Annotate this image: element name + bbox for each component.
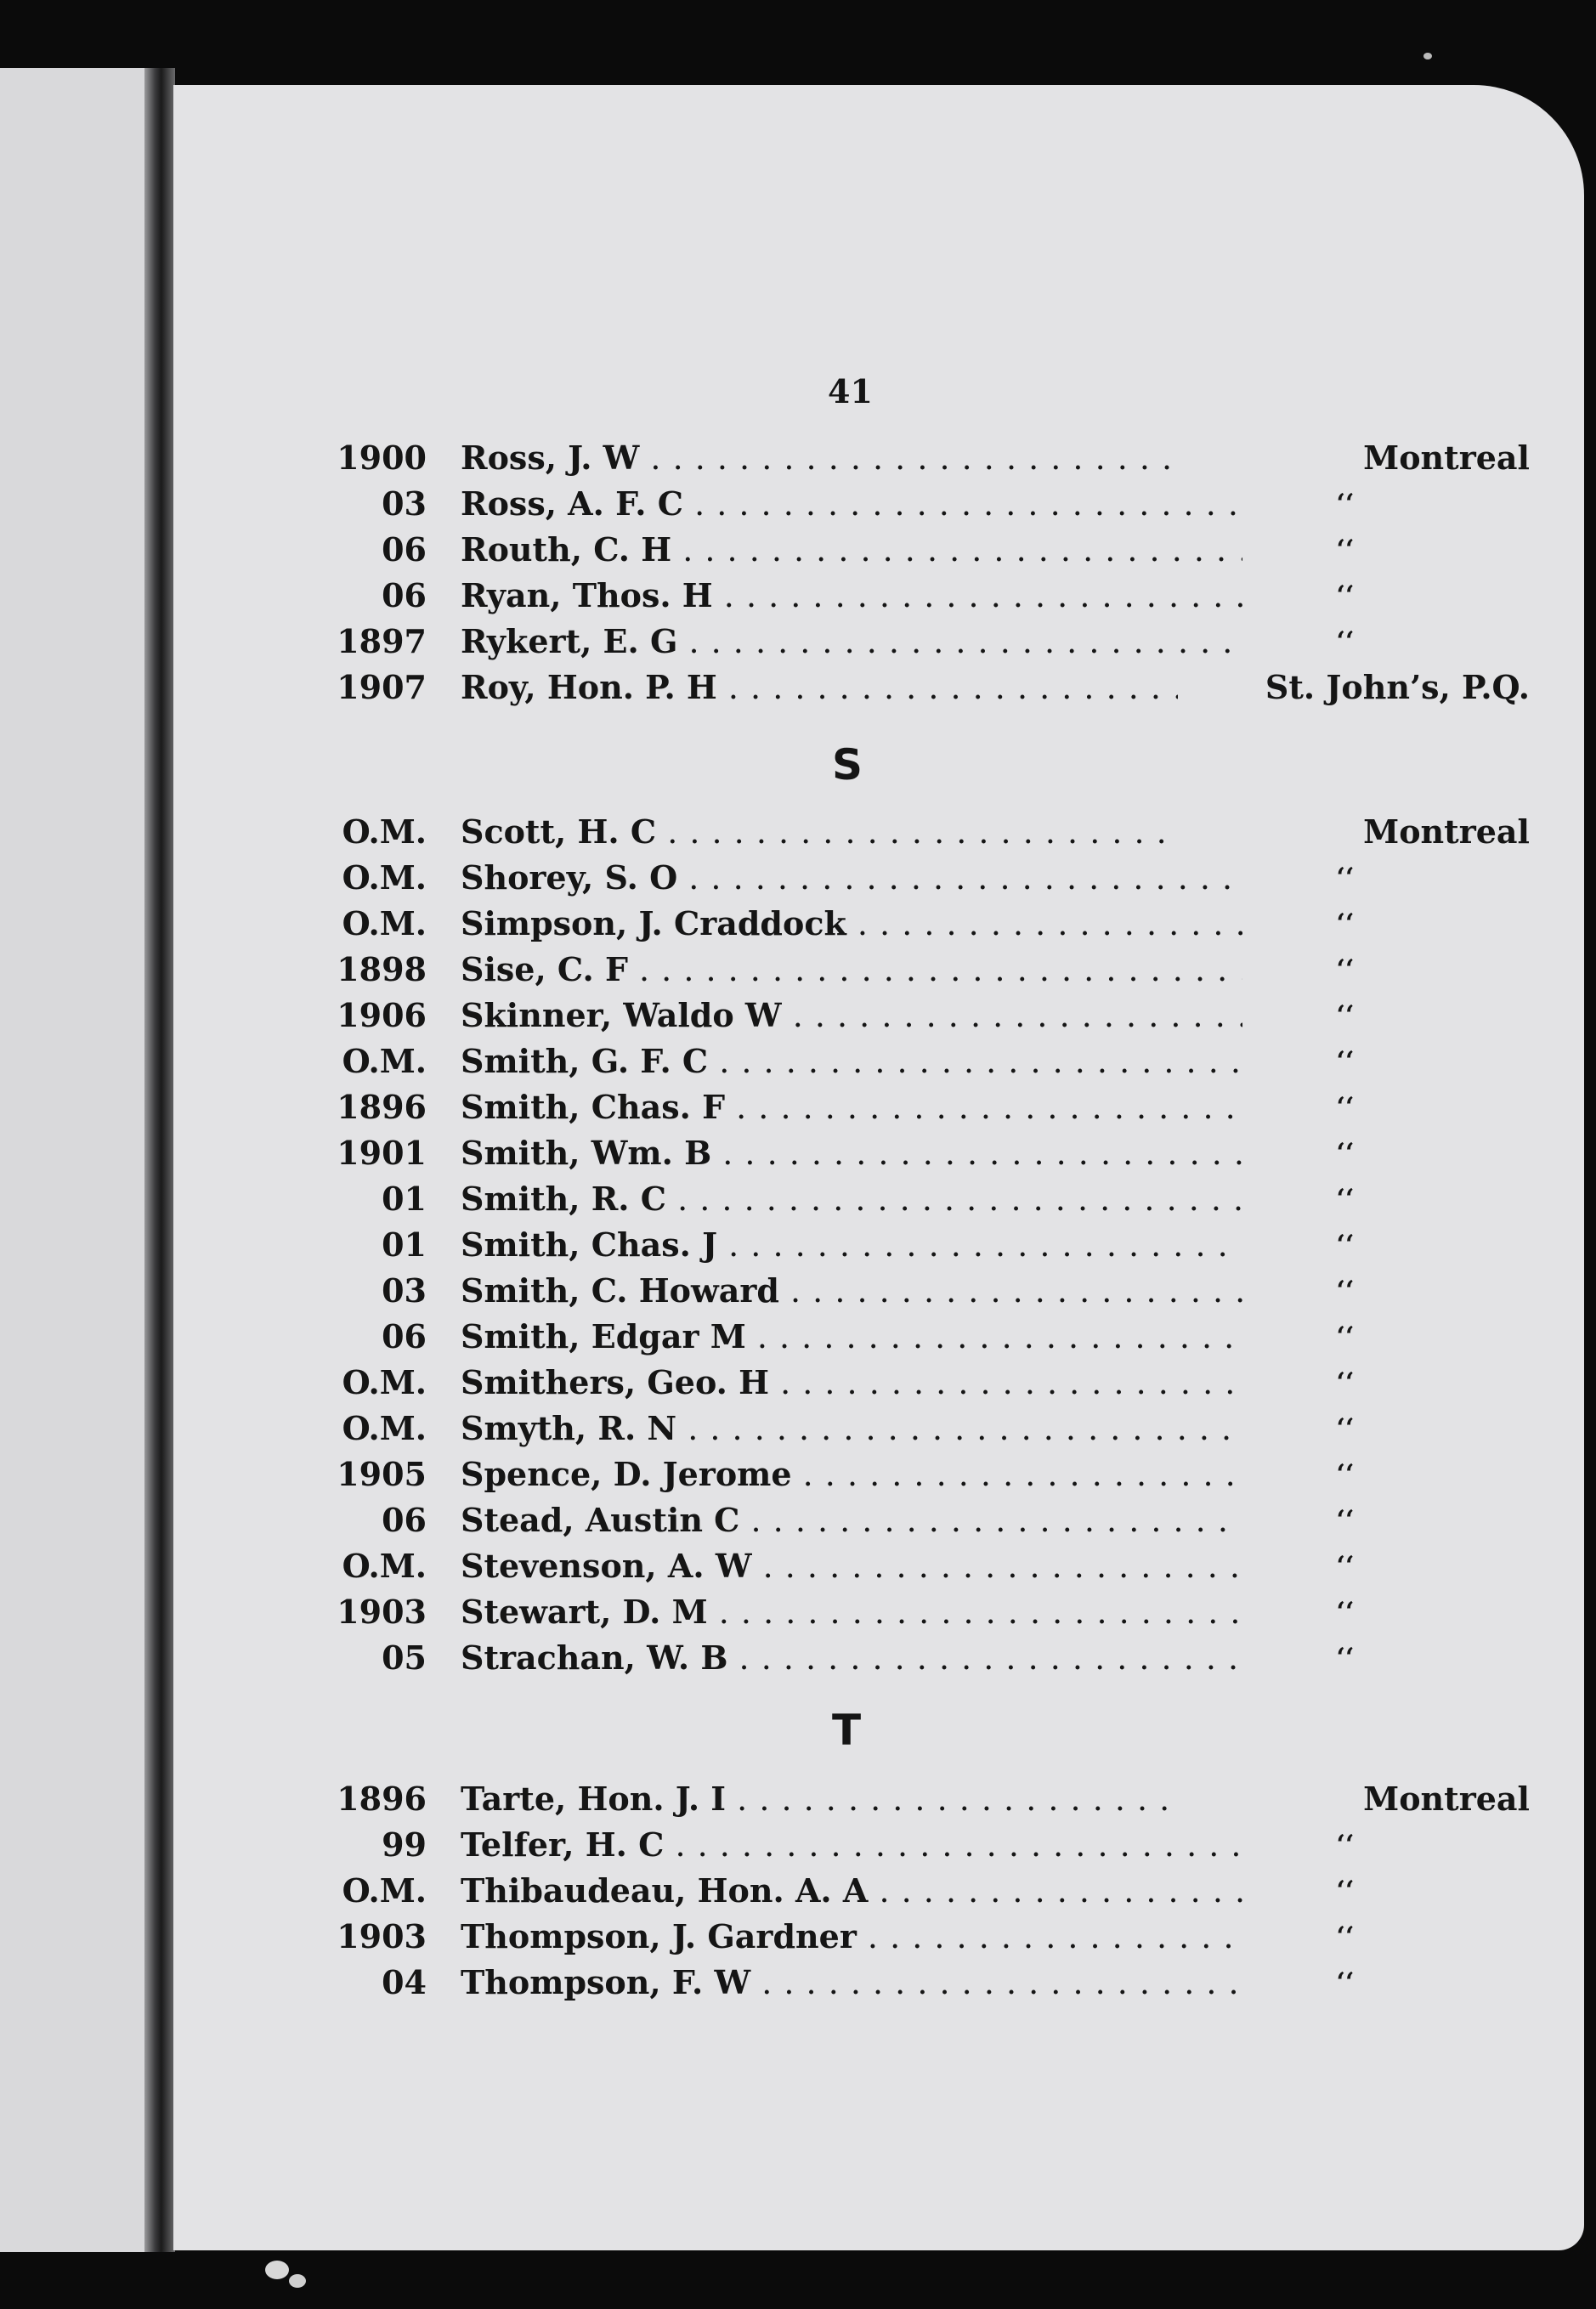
- entry-place-ditto: ‘‘: [1242, 619, 1443, 665]
- entry-year: O.M.: [342, 1363, 427, 1401]
- entry-row: [173, 1960, 1584, 2006]
- entry-year: 06: [382, 1317, 427, 1355]
- entry-year: 1906: [337, 996, 427, 1034]
- entry-place: Montreal: [1178, 809, 1530, 855]
- entry-row: [173, 1176, 1584, 1222]
- entry-name: Smith, Edgar M . . .: [461, 1314, 1354, 1360]
- entry-name: Sise, C. F . . .: [461, 947, 1354, 993]
- entry-year: 01: [382, 1180, 427, 1218]
- entry-place-ditto: ‘‘: [1242, 1635, 1443, 1681]
- entry-place-ditto: ‘‘: [1242, 855, 1443, 901]
- entry-row: [173, 1268, 1584, 1314]
- entry-row: [173, 573, 1584, 619]
- entry-name: Tarte, Hon. J. I . . .: [461, 1776, 1354, 1822]
- section-letter: T: [832, 1706, 862, 1755]
- entry-year: 1903: [337, 1593, 427, 1631]
- entry-year: O.M.: [342, 1409, 427, 1447]
- entry-place-ditto: ‘‘: [1242, 1176, 1443, 1222]
- entry-place-ditto: ‘‘: [1242, 527, 1443, 573]
- entry-name: Smith, C. Howard . . .: [461, 1268, 1354, 1314]
- entry-row: [173, 855, 1584, 901]
- entry-row: [173, 901, 1584, 947]
- entry-name: Smithers, Geo. H . . .: [461, 1360, 1354, 1406]
- entry-year: 03: [382, 1271, 427, 1310]
- entry-year: 1898: [337, 950, 427, 988]
- entry-row: [173, 1776, 1584, 1822]
- entry-row: [173, 947, 1584, 993]
- entry-year: 05: [382, 1638, 427, 1677]
- entry-year: 1903: [337, 1917, 427, 1955]
- entry-row: [173, 1314, 1584, 1360]
- entry-name: Smyth, R. N . . .: [461, 1406, 1354, 1452]
- entry-year: 1896: [337, 1780, 427, 1818]
- entry-name: Spence, D. Jerome . . .: [461, 1452, 1354, 1497]
- entry-place-ditto: ‘‘: [1242, 1268, 1443, 1314]
- entry-year: O.M.: [342, 1871, 427, 1910]
- entry-place-ditto: ‘‘: [1242, 1497, 1443, 1543]
- entry-place-ditto: ‘‘: [1242, 947, 1443, 993]
- entry-name: Telfer, H. C . . .: [461, 1822, 1354, 1868]
- entry-name: Simpson, J. Craddock . . .: [461, 901, 1354, 947]
- entry-name: Ross, A. F. C . . .: [461, 481, 1354, 527]
- entry-name: Scott, H. C . . .: [461, 809, 1354, 855]
- entry-row: [173, 809, 1584, 855]
- entry-name: Roy, Hon. P. H . . .: [461, 665, 1354, 710]
- entry-place: Montreal: [1178, 1776, 1530, 1822]
- entry-name: Ryan, Thos. H . . .: [461, 573, 1354, 619]
- book-binding: [144, 68, 175, 2252]
- entry-place: Montreal: [1178, 435, 1530, 481]
- entry-name: Rykert, E. G . . .: [461, 619, 1354, 665]
- entry-name: Thompson, J. Gardner . . .: [461, 1914, 1354, 1960]
- entry-name: Smith, R. C . . .: [461, 1176, 1354, 1222]
- entry-year: O.M.: [342, 812, 427, 851]
- entry-row: [173, 1084, 1584, 1130]
- entry-place-ditto: ‘‘: [1242, 1038, 1443, 1084]
- entry-year: 99: [382, 1825, 427, 1864]
- entry-year: 1901: [337, 1134, 427, 1172]
- entry-year: 06: [382, 576, 427, 614]
- entry-year: O.M.: [342, 1547, 427, 1585]
- entry-name: Ross, J. W . . .: [461, 435, 1354, 481]
- entry-place-ditto: ‘‘: [1242, 1914, 1443, 1960]
- entry-row: [173, 993, 1584, 1038]
- entry-row: [173, 1635, 1584, 1681]
- entry-row: [173, 1497, 1584, 1543]
- entry-place-ditto: ‘‘: [1242, 1314, 1443, 1360]
- entry-year: 1907: [337, 668, 427, 706]
- entry-name: Shorey, S. O . . .: [461, 855, 1354, 901]
- entry-name: Smith, Wm. B . . .: [461, 1130, 1354, 1176]
- entry-year: 03: [382, 484, 427, 523]
- entry-name: Stewart, D. M . . .: [461, 1589, 1354, 1635]
- entry-row: [173, 619, 1584, 665]
- entry-name: Stevenson, A. W . . .: [461, 1543, 1354, 1589]
- directory-page: [173, 85, 1584, 2250]
- entry-name: Smith, Chas. F . . .: [461, 1084, 1354, 1130]
- entry-name: Routh, C. H . . .: [461, 527, 1354, 573]
- entry-name: Thompson, F. W . . .: [461, 1960, 1354, 2006]
- entry-place-ditto: ‘‘: [1242, 1822, 1443, 1868]
- entry-year: 01: [382, 1225, 427, 1264]
- entry-place-ditto: ‘‘: [1242, 1589, 1443, 1635]
- facing-page-edge: [0, 68, 158, 2252]
- entry-place: St. John’s, P.Q.: [1178, 665, 1530, 710]
- entry-place-ditto: ‘‘: [1242, 481, 1443, 527]
- entry-row: [173, 1589, 1584, 1635]
- entry-year: O.M.: [342, 904, 427, 942]
- entry-year: 06: [382, 1501, 427, 1539]
- entry-year: 1897: [337, 622, 427, 660]
- entry-place-ditto: ‘‘: [1242, 1543, 1443, 1589]
- entry-place-ditto: ‘‘: [1242, 1452, 1443, 1497]
- entry-row: [173, 481, 1584, 527]
- entry-year: 06: [382, 530, 427, 569]
- entry-row: [173, 1038, 1584, 1084]
- entry-year: 04: [382, 1963, 427, 2001]
- entry-name: Thibaudeau, Hon. A. A . . .: [461, 1868, 1354, 1914]
- entry-place-ditto: ‘‘: [1242, 901, 1443, 947]
- entry-row: [173, 435, 1584, 481]
- entry-name: Stead, Austin C . . .: [461, 1497, 1354, 1543]
- entry-name: Smith, Chas. J . . .: [461, 1222, 1354, 1268]
- entry-place-ditto: ‘‘: [1242, 1084, 1443, 1130]
- entry-place-ditto: ‘‘: [1242, 1130, 1443, 1176]
- entry-name: Skinner, Waldo W . . .: [461, 993, 1354, 1038]
- entry-row: [173, 1822, 1584, 1868]
- entry-year: O.M.: [342, 858, 427, 897]
- entry-place-ditto: ‘‘: [1242, 1868, 1443, 1914]
- entry-row: [173, 1914, 1584, 1960]
- entry-row: [173, 527, 1584, 573]
- entry-row: [173, 1130, 1584, 1176]
- entry-row: [173, 1406, 1584, 1452]
- entry-place-ditto: ‘‘: [1242, 573, 1443, 619]
- entry-place-ditto: ‘‘: [1242, 993, 1443, 1038]
- entry-place-ditto: ‘‘: [1242, 1406, 1443, 1452]
- page-number: 41: [828, 372, 873, 410]
- entry-year: 1900: [337, 439, 427, 477]
- entry-row: [173, 1222, 1584, 1268]
- entry-row: [173, 1868, 1584, 1914]
- entry-row: [173, 1360, 1584, 1406]
- entry-row: [173, 1543, 1584, 1589]
- entry-row: [173, 665, 1584, 710]
- entry-place-ditto: ‘‘: [1242, 1360, 1443, 1406]
- section-letter: S: [832, 740, 863, 789]
- entry-year: 1905: [337, 1455, 427, 1493]
- entry-name: Strachan, W. B . . .: [461, 1635, 1354, 1681]
- entry-year: 1896: [337, 1088, 427, 1126]
- entry-place-ditto: ‘‘: [1242, 1222, 1443, 1268]
- entry-row: [173, 1452, 1584, 1497]
- entry-year: O.M.: [342, 1042, 427, 1080]
- entry-name: Smith, G. F. C . . .: [461, 1038, 1354, 1084]
- entry-place-ditto: ‘‘: [1242, 1960, 1443, 2006]
